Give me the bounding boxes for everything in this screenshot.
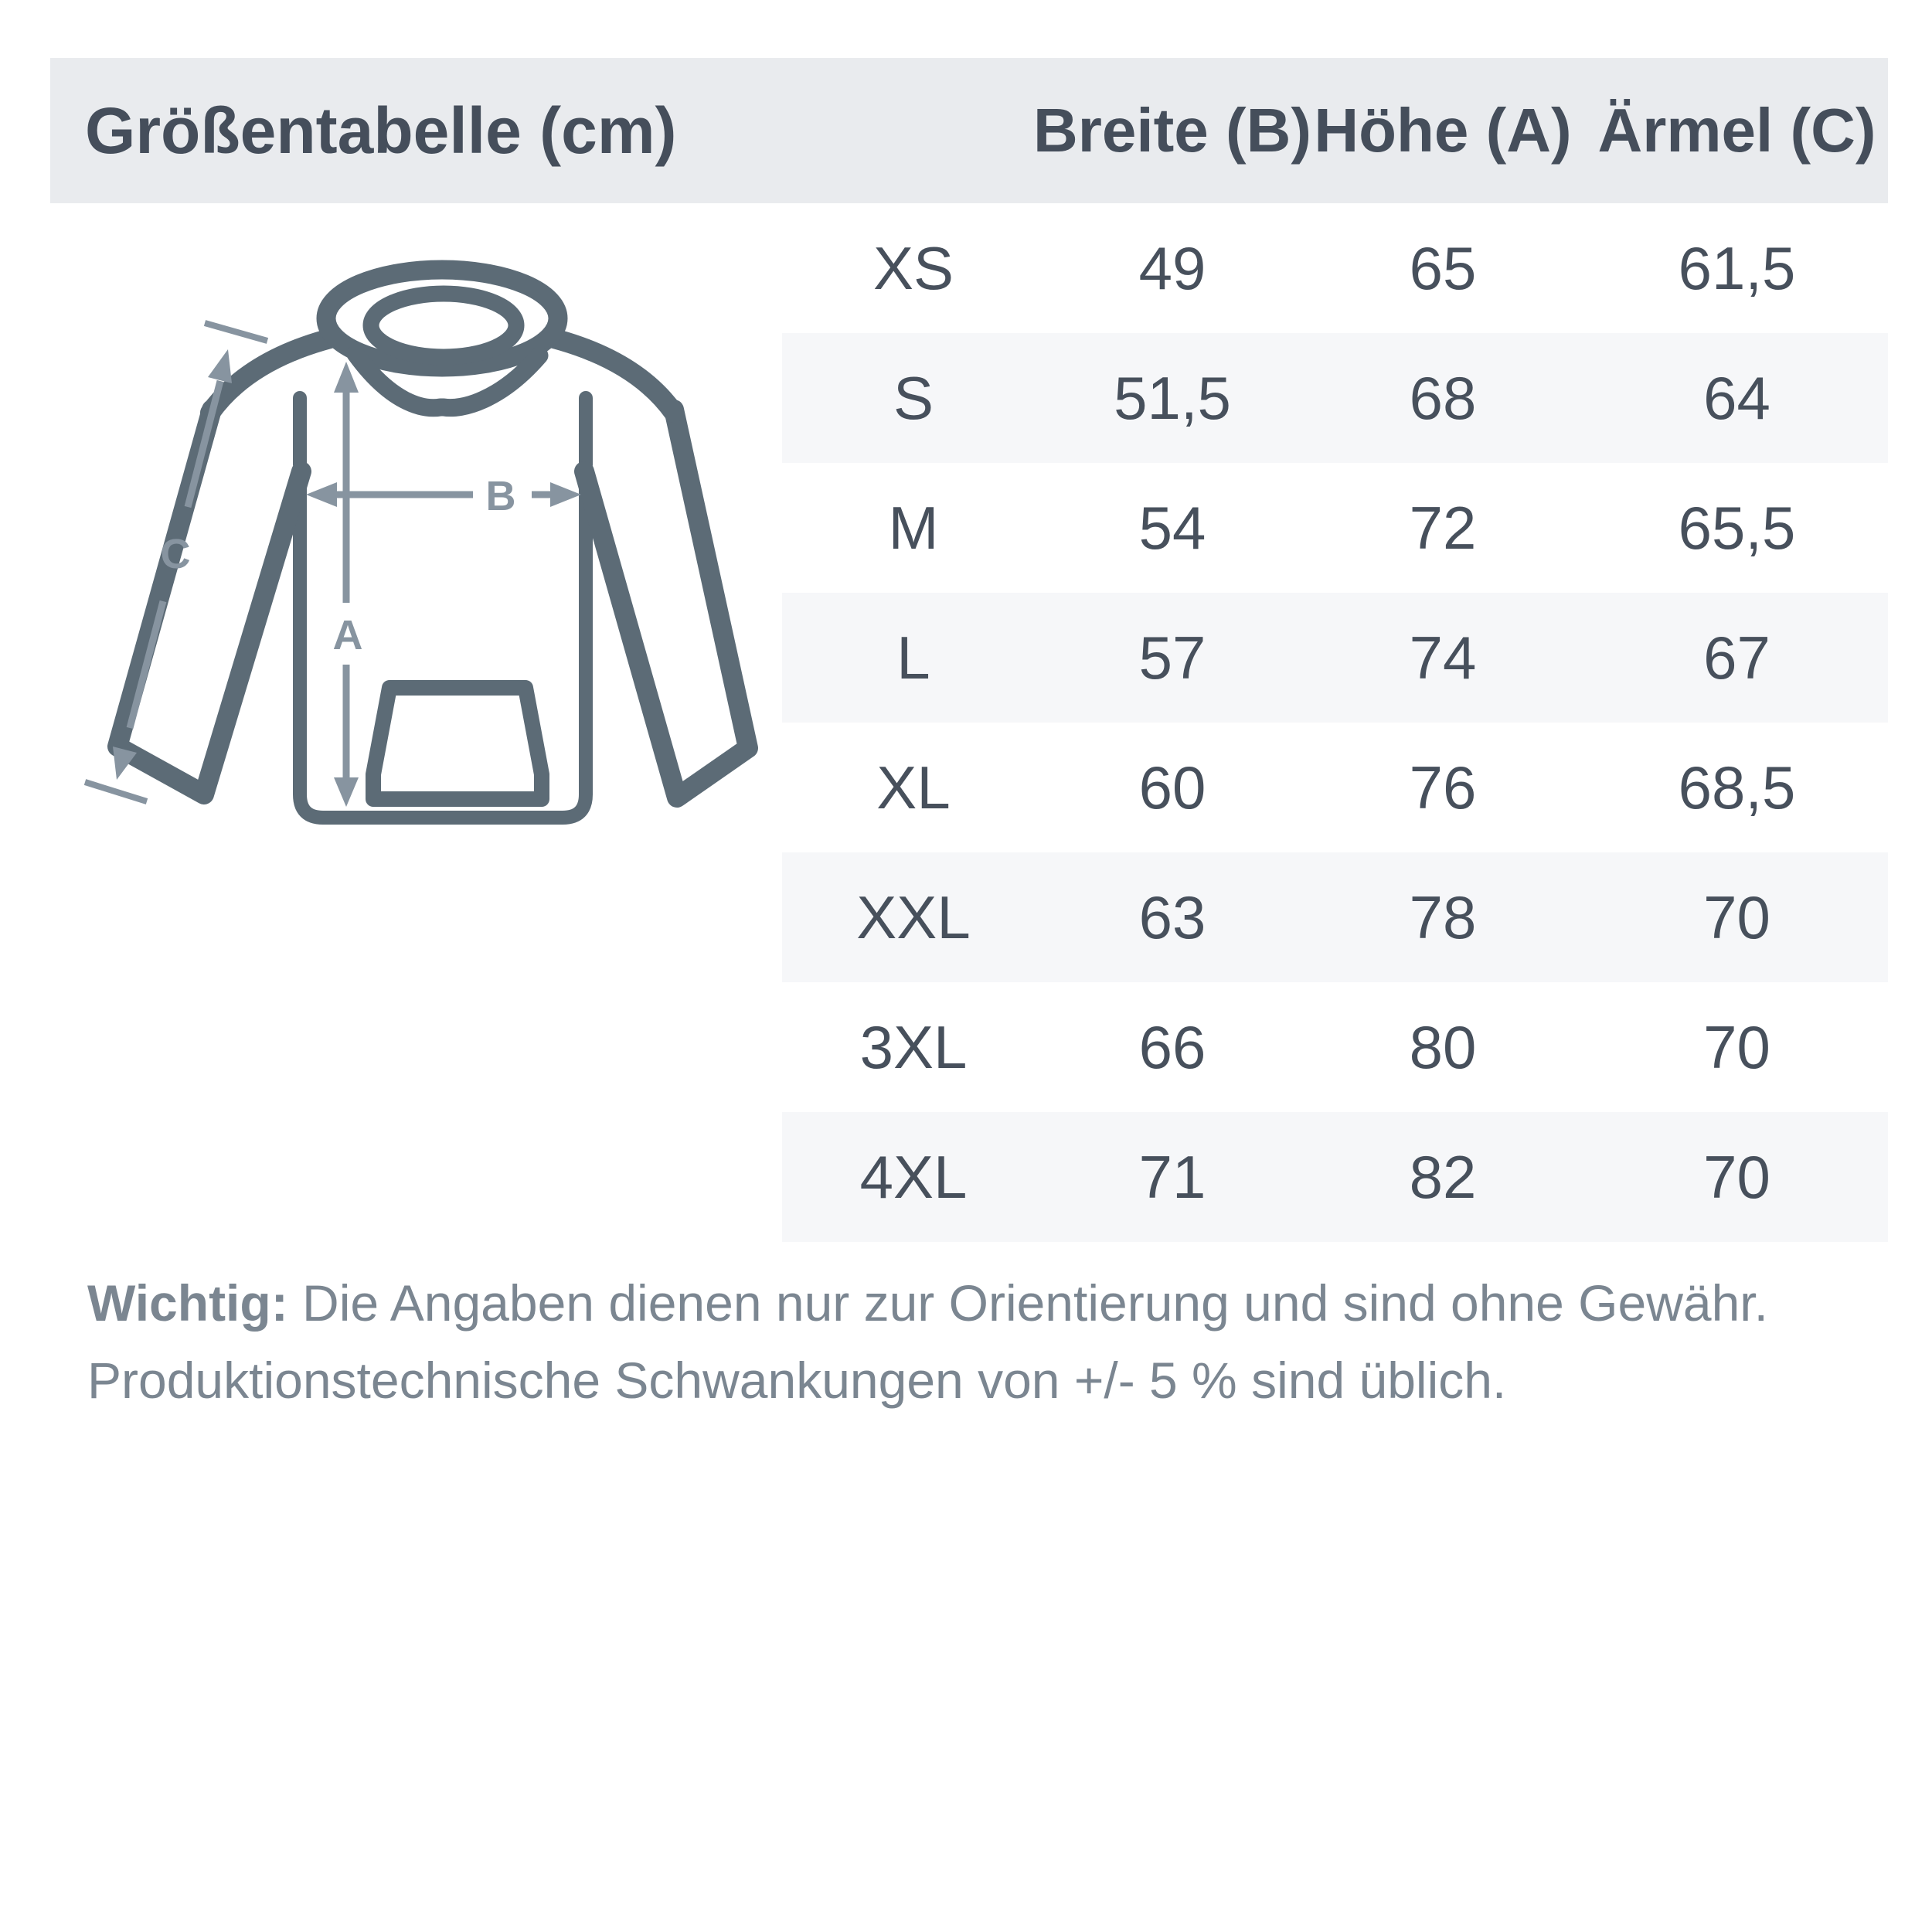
table-row (782, 723, 1888, 852)
size-chart-note (87, 1264, 1888, 1419)
aermel-value: 67 (1703, 623, 1770, 692)
column-header-spacer (782, 58, 1045, 203)
arrow-a-head-down (334, 777, 359, 807)
hoodie-right-sleeve (584, 410, 748, 798)
size-label: XXL (856, 883, 971, 951)
hoodie-pocket (373, 688, 542, 799)
size-label: XL (876, 753, 951, 821)
aermel-value: 70 (1703, 1012, 1770, 1081)
breite-value: 66 (1138, 1012, 1206, 1081)
arrow-c-head-up (208, 349, 232, 383)
size-label: S (893, 363, 934, 432)
aermel-value: 64 (1703, 363, 1770, 432)
breite-value: 71 (1138, 1142, 1206, 1211)
arrow-b-head-right (550, 482, 581, 507)
size-label: 4XL (859, 1142, 968, 1211)
measure-label-c: C (160, 531, 191, 577)
breite-value: 57 (1138, 623, 1206, 692)
aermel-value: 70 (1703, 883, 1770, 951)
table-row (782, 1112, 1888, 1242)
measure-label-b: B (485, 473, 516, 519)
table-row (782, 593, 1888, 723)
hoehe-value: 78 (1409, 883, 1477, 951)
arrow-c-tick-bottom (85, 782, 147, 801)
table-row (782, 852, 1888, 982)
arrow-b-head-left (306, 482, 337, 507)
arrow-c-tick-top (205, 323, 267, 341)
hoodie-left-sleeve (117, 410, 301, 794)
breite-value: 51,5 (1114, 363, 1231, 432)
table-column-headers (782, 58, 1888, 203)
aermel-value: 61,5 (1678, 233, 1796, 302)
hoehe-value: 80 (1409, 1012, 1477, 1081)
aermel-value: 68,5 (1678, 753, 1796, 821)
hoodie-measurement-diagram (0, 216, 819, 958)
hoehe-value: 76 (1409, 753, 1477, 821)
note-line2: Produktionstechnische Schwankungen von +/- 5 % sind üblich. (87, 1352, 1507, 1409)
note-bold-prefix: Wichtig: (87, 1274, 288, 1332)
size-label: M (888, 493, 939, 562)
hoehe-value: 82 (1409, 1142, 1477, 1211)
size-label: XS (872, 233, 954, 302)
breite-value: 60 (1138, 753, 1206, 821)
table-row (782, 203, 1888, 333)
column-header-hoehe: Höhe (A) (1314, 96, 1572, 165)
measure-label-a: A (332, 612, 363, 658)
hoehe-value: 72 (1409, 493, 1477, 562)
aermel-value: 70 (1703, 1142, 1770, 1211)
table-row (782, 333, 1888, 463)
column-header-breite: Breite (B) (1032, 96, 1312, 165)
note-line1: Die Angaben dienen nur zur Orientierung und sind ohne Gewähr. (287, 1274, 1768, 1332)
hoehe-value: 65 (1409, 233, 1477, 302)
size-label: 3XL (859, 1012, 968, 1081)
table-row (782, 463, 1888, 593)
size-label: L (896, 623, 930, 692)
hoehe-value: 74 (1409, 623, 1477, 692)
breite-value: 49 (1138, 233, 1206, 302)
column-header-aermel: Ärmel (C) (1597, 96, 1876, 165)
breite-value: 54 (1138, 493, 1206, 562)
table-row (782, 982, 1888, 1112)
size-chart-title: Größentabelle (cm) (85, 94, 677, 167)
breite-value: 63 (1138, 883, 1206, 951)
aermel-value: 65,5 (1678, 493, 1796, 562)
hoehe-value: 68 (1409, 363, 1477, 432)
